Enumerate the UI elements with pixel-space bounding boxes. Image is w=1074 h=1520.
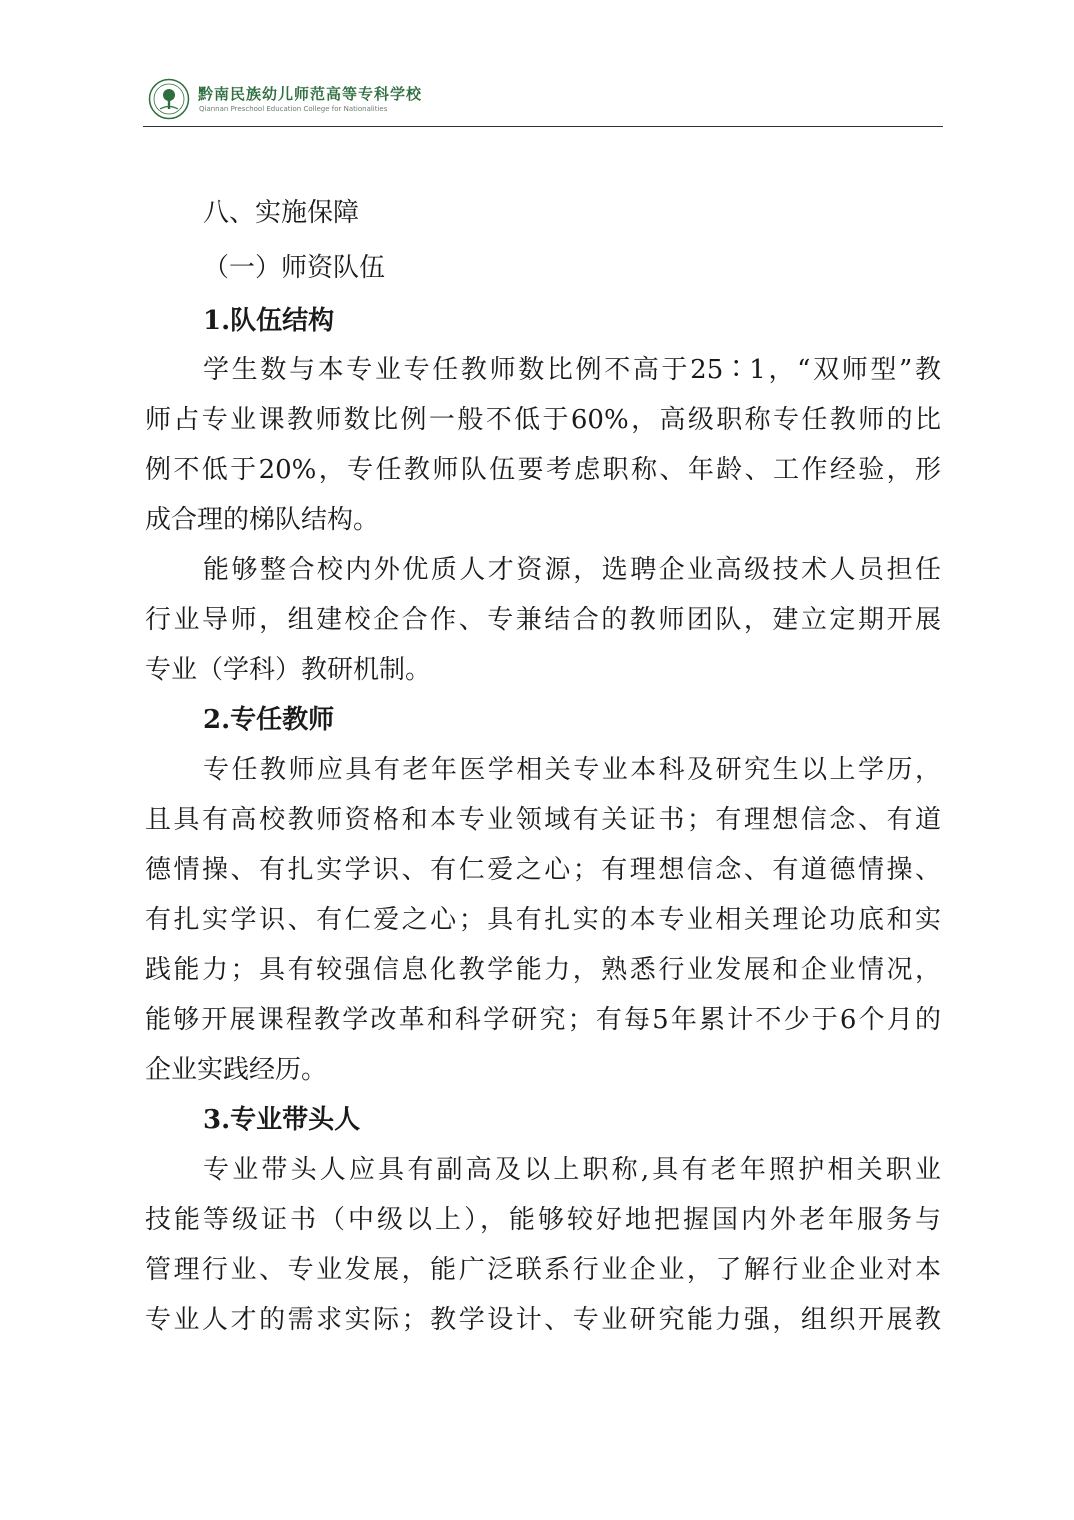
paragraph-line: 践能力；具有较强信息化教学能力，熟悉行业发展和企业情况， [145, 955, 941, 985]
paragraph-line: 专业人才的需求实际；教学设计、专业研究能力强，组织开展教 [145, 1305, 941, 1335]
paragraph-line: 且具有高校教师资格和本专业领域有关证书；有理想信念、有道 [145, 805, 941, 835]
paragraph-line: 师占专业课教师数比例一般不低于60%，高级职称专任教师的比 [145, 405, 941, 435]
school-emblem-icon [148, 78, 190, 120]
paragraph-line: 管理行业、专业发展，能广泛联系行业企业，了解行业企业对本 [145, 1255, 941, 1285]
paragraph-line: 例不低于20%，专任教师队伍要考虑职称、年龄、工作经验，形 [145, 455, 941, 485]
school-name-cn: 黔南民族幼儿师范高等专科学校 [198, 85, 423, 103]
paragraph-line: 行业导师，组建校企合作、专兼结合的教师团队，建立定期开展 [145, 605, 941, 635]
item2-heading: 2.专任教师 [203, 705, 335, 735]
header-divider [143, 126, 943, 127]
item1-heading: 1.队伍结构 [203, 306, 335, 336]
page-header [143, 70, 943, 128]
paragraph-line: 企业实践经历。 [145, 1055, 328, 1085]
paragraph-line: 能够整合校内外优质人才资源，选聘企业高级技术人员担任 [203, 555, 941, 585]
subsection-title: （一）师资队伍 [203, 253, 386, 283]
paragraph-line: 专业带头人应具有副高及以上职称,具有老年照护相关职业 [203, 1155, 941, 1185]
section-title: 八、实施保障 [203, 198, 360, 228]
paragraph-line: 成合理的梯队结构。 [145, 505, 380, 535]
paragraph-line: 专业（学科）教研机制。 [145, 655, 432, 685]
paragraph-line: 有扎实学识、有仁爱之心；具有扎实的本专业相关理论功底和实 [145, 905, 941, 935]
paragraph-line: 技能等级证书（中级以上），能够较好地把握国内外老年服务与 [145, 1205, 941, 1235]
paragraph-line: 学生数与本专业专任教师数比例不高于25∶1，“双师型”教 [203, 355, 941, 385]
item3-heading: 3.专业带头人 [203, 1105, 361, 1135]
paragraph-line: 德情操、有扎实学识、有仁爱之心；有理想信念、有道德情操、 [145, 855, 941, 885]
paragraph-line: 专任教师应具有老年医学相关专业本科及研究生以上学历， [203, 755, 941, 785]
school-name-en: Qiannan Preschool Education College for Nationalities [199, 105, 388, 113]
paragraph-line: 能够开展课程教学改革和科学研究；有每5年累计不少于6个月的 [145, 1005, 941, 1035]
